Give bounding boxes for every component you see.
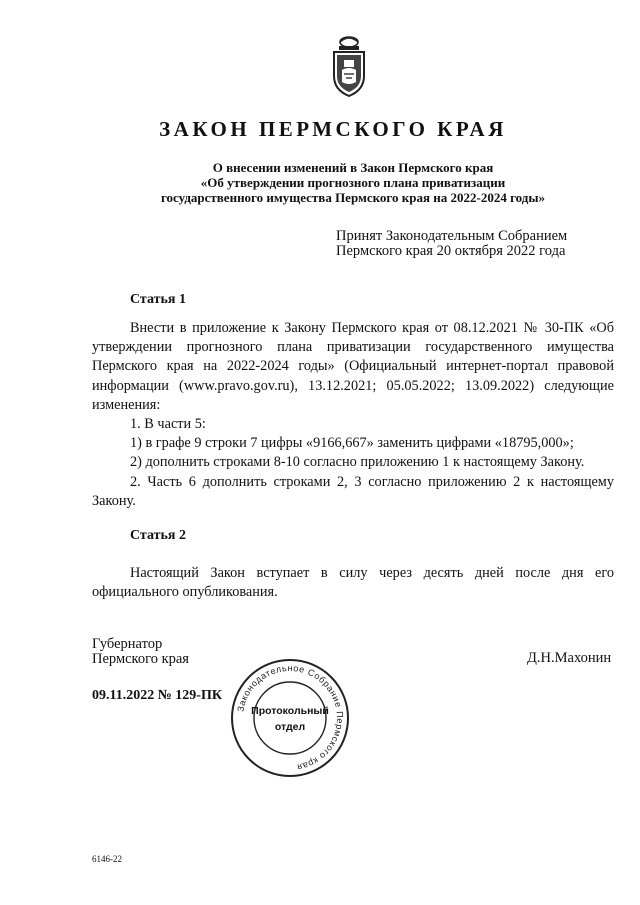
- article-2-body: [92, 564, 614, 602]
- law-subtitle: [120, 160, 586, 205]
- signatory-role-line: Губернатор: [92, 636, 163, 652]
- article-1-body: [92, 319, 614, 511]
- article-2-heading: Статья 2: [130, 528, 186, 543]
- article-paragraph: 1) в графе 9 строки 7 цифры «9166,667» заменить цифрами «18795,000»;: [130, 435, 574, 452]
- signatory-role: [92, 637, 189, 667]
- article-paragraph: 1. В части 5:: [130, 416, 206, 433]
- article-paragraph: Настоящий Закон вступает в силу через десять дней после дня его официального опубликования.: [92, 565, 614, 601]
- adoption-line: Пермского края 20 октября 2022 года: [336, 243, 566, 259]
- adoption-note: [336, 229, 586, 259]
- signatory-name: Д.Н.Махонин: [527, 650, 612, 666]
- stamp-inner-line: Протокольный: [251, 705, 329, 717]
- svg-text:Законодательное Собрание Пермс: [235, 663, 345, 773]
- article-paragraph: 2. Часть 6 дополнить строками 2, 3 согласно приложению 2 к настоящему Закону.: [92, 473, 614, 509]
- stamp-inner-line: отдел: [274, 721, 306, 733]
- subtitle-line: «Об утверждении прогнозного плана приватизации: [200, 175, 506, 190]
- article-1-heading: Статья 1: [130, 292, 186, 307]
- article-paragraph: Внести в приложение к Закону Пермского края от 08.12.2021 № 30-ПК «Об утверждении прогнозного плана приватизации государственного имущества Пермского края на 2022-2024 годы» (Официальный интернет-портал правовой информации (www.pravo.gov.ru), 13.12.2021; 05.05.2022; 13.09.2022) следующие изменения:: [92, 320, 614, 413]
- subtitle-line: О внесении изменений в Закон Пермского края: [212, 160, 494, 175]
- stamp-ring-text: Законодательное Собрание Пермского края: [235, 662, 346, 773]
- subtitle-line: государственного имущества Пермского края на 2022-2024 годы»: [160, 190, 546, 205]
- official-stamp: [228, 656, 352, 780]
- law-date-number: 09.11.2022 № 129-ПК: [92, 688, 222, 703]
- article-paragraph: 2) дополнить строками 8-10 согласно приложению 1 к настоящему Закону.: [130, 454, 585, 471]
- document-code: 6146-22: [92, 854, 122, 864]
- adoption-line: Принят Законодательным Собранием: [336, 228, 568, 244]
- signatory-role-line: Пермского края: [92, 651, 189, 667]
- law-title: ЗАКОН ПЕРМСКОГО КРАЯ: [159, 117, 507, 141]
- coat-of-arms-emblem: [329, 36, 369, 98]
